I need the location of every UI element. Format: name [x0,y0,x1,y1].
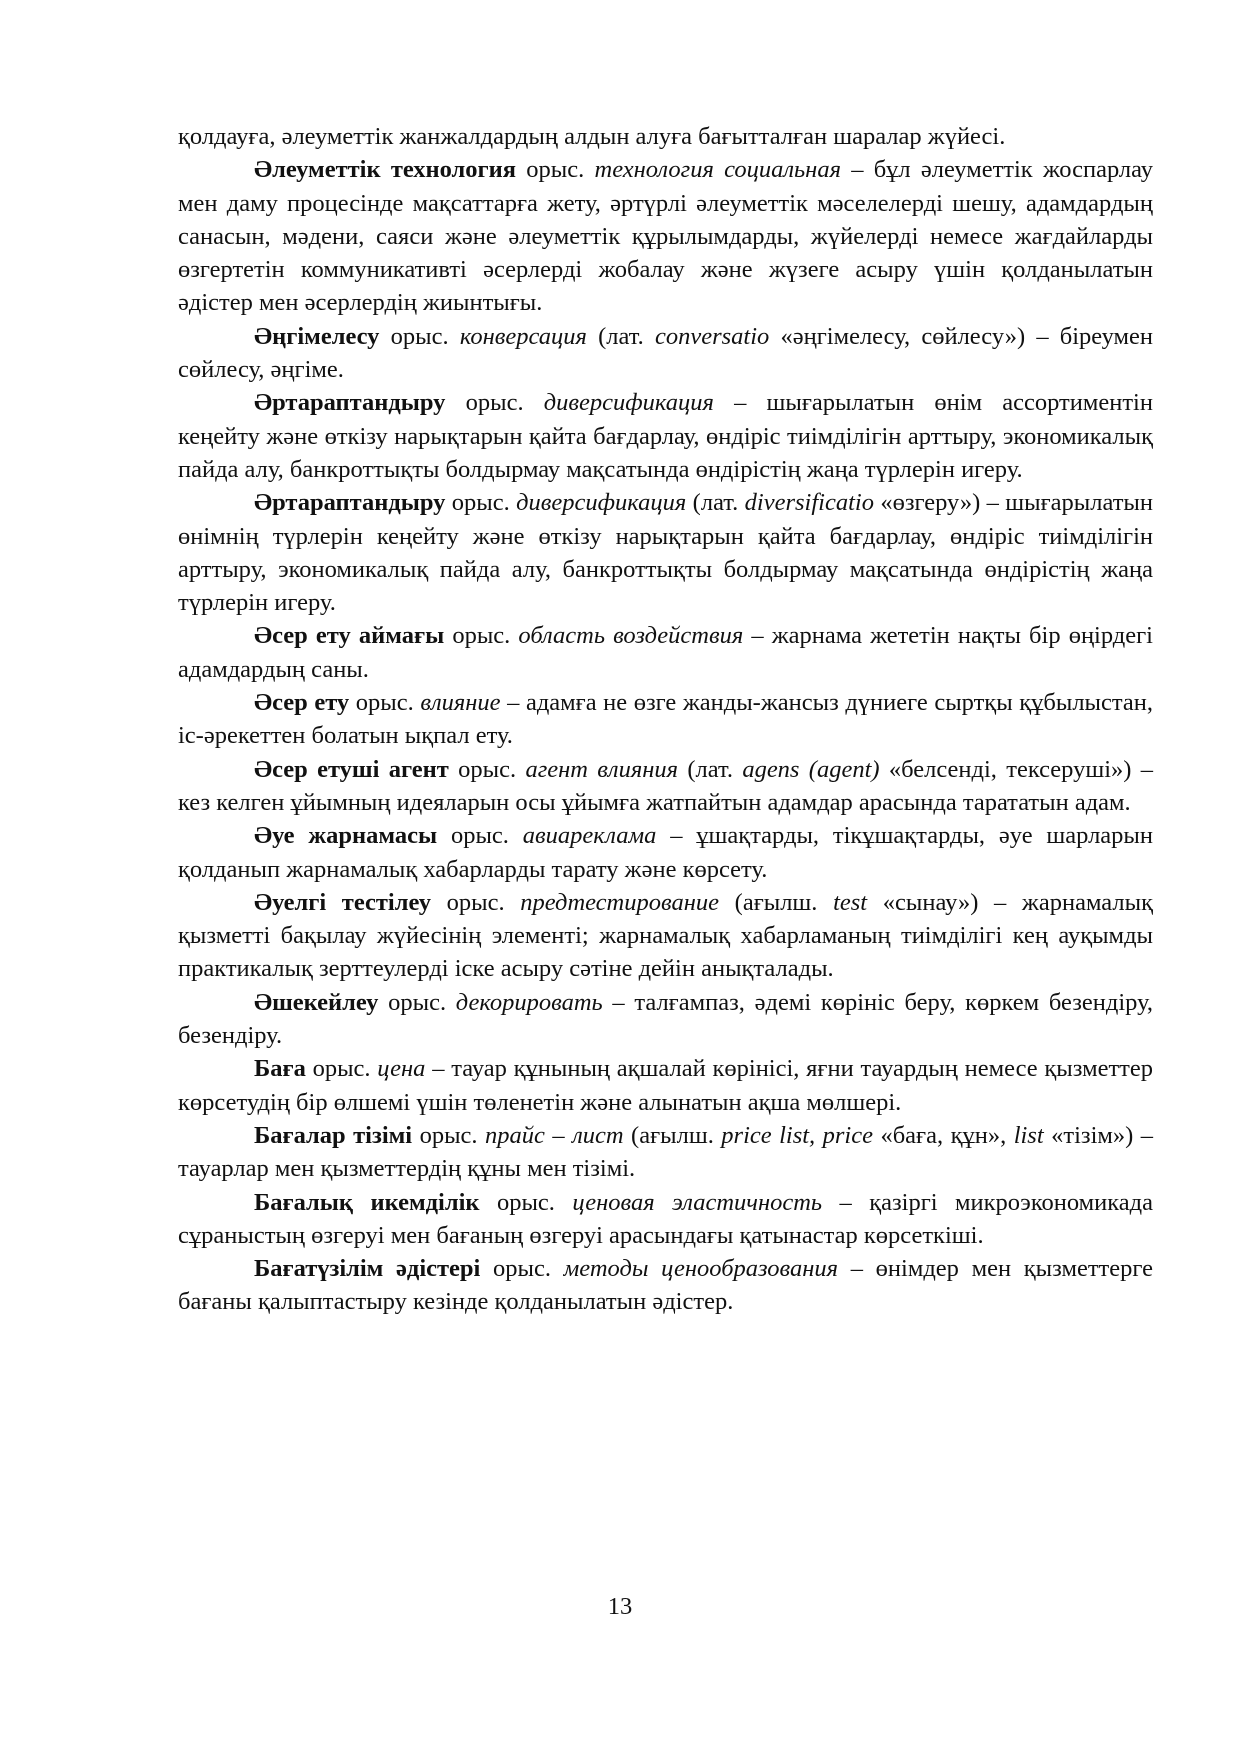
entry-italic-text: price list, price [721,1121,873,1149]
entry-italic-text: диверсификация [543,389,714,417]
entry-italic-text: влияние [420,689,501,717]
entry-text: «белсенді, тексеруші») – кез келген ұйымның идеяларын осы ұйымға жатпайтын адамдар арасында тарататын адам. [178,755,1153,816]
entry-italic-text: list [1013,1121,1044,1149]
entry-text: орыс. [305,1055,378,1083]
page-number: 13 [607,1593,633,1620]
entry-term: Бағалар тізімі [254,1121,413,1149]
entry-italic-text: agens (agent) [742,755,880,783]
entry-italic-text: методы ценообразования [563,1255,839,1283]
entry-italic-text: область воздействия [518,622,744,650]
entry-term: Бағатүзілім әдістері [254,1255,481,1283]
page-body [178,120,1153,1319]
glossary-entry [178,819,1153,886]
glossary-entry [178,1186,1153,1253]
entry-text: – талғампаз, әдемі көрініс беру, көркем безендіру, безендіру. [178,988,1153,1050]
entry-text: (лат. [686,489,745,517]
entry-text: – жарнама жететін нақты бір өңірдегі адамдардың саны. [178,622,1153,683]
entry-italic-text: технология социальная [594,156,841,184]
entry-text: «баға, құн», [873,1121,1014,1149]
glossary-entry [178,1252,1153,1319]
entry-text: (ағылш. [623,1121,722,1149]
entry-text: орыс. [480,1255,564,1283]
entry-term: Әсер ету [254,689,350,717]
entry-text: – ұшақтарды, тікұшақтарды, әуе шарларын қолданып жарнамалық хабарларды тарату және көрсету. [178,822,1153,883]
glossary-entry [178,486,1153,619]
glossary-entry [178,1052,1153,1119]
entry-text: орыс. [378,988,456,1016]
entry-text: орыс. [448,755,526,783]
entry-italic-text: диверсификация [516,489,687,517]
entry-italic-text: цена [377,1055,426,1083]
entry-text: – адамға не өзге жанды-жансыз дүниеге сыртқы құбылыстан, іс-әрекеттен болатын ықпал ету. [178,689,1153,750]
entry-text: орыс. [349,689,421,717]
entry-term: Әуе жарнамасы [254,822,438,850]
entry-italic-text: прайс – лист [485,1121,624,1149]
entry-term: Баға [254,1055,306,1083]
entry-text: орыс. [412,1121,486,1149]
glossary-entry [178,320,1153,387]
entry-text: орыс. [437,822,523,850]
entry-text: орыс. [516,156,595,184]
entry-italic-text: конверсация [459,322,587,350]
entry-text: (лат. [678,755,743,783]
glossary-entry [178,153,1153,319]
entry-text: «әңгімелесу, сөйлесу») – біреумен сөйлесу, әңгіме. [178,322,1153,384]
entry-italic-text: предтестирование [520,888,719,916]
entry-text: «сынау») – жарнамалық қызметті бақылау жүйесінің элементі; жарнамалық хабарламаның тиімділігі кең ауқымды практикалық зерттеулерді іске асыру сәтіне дейін анықталады. [178,888,1153,983]
entry-text: орыс. [445,389,544,417]
entry-term: Әртараптандыру [254,389,446,417]
entry-italic-text: test [833,888,868,916]
continuation-paragraph: қолдауға, әлеуметтік жанжалдардың алдын алуға бағытталған шаралар жүйесі. [178,123,1006,150]
entry-term: Әртараптандыру [254,489,446,517]
entry-text: – бұл әлеуметтік жоспарлау мен даму процесінде мақсаттарға жету, әртүрлі әлеуметтік мәселелерді шешу, адамдардың санасын, мәдени, саяси және әлеуметтік құрылымдарды, жүйелерді немесе жағдайларды өзгертетін коммуникативті әсерлерді жобалау және жүзеге асыру үшін қолданылатын әдістер мен әсерлердің жиынтығы. [178,156,1154,317]
glossary-entry [178,753,1153,820]
entry-term: Әшекейлеу [254,988,379,1016]
entry-text: орыс. [431,888,521,916]
glossary-entry [178,619,1153,686]
entry-text: орыс. [445,489,517,517]
glossary-entry [178,886,1153,986]
entry-term: Әсер ету аймағы [254,622,445,650]
entry-text: – шығарылатын өнім ассортиментін кеңейту және өткізу нарықтарын қайта бағдарлау, өндіріс тиімділігін арттыру, экономикалық пайда алу, банкроттықты болдырмау мақсатында өндірістің жаңа түрлерін игеру. [178,389,1153,483]
entry-text: (лат. [586,322,655,350]
entry-italic-text: агент влияния [525,755,679,783]
entry-text: «тізім») – тауарлар мен қызметтердің құны мен тізімі. [178,1121,1154,1183]
entry-italic-text: ценовая эластичность [572,1188,823,1216]
entry-term: Бағалық икемділік [254,1188,480,1216]
entry-text: – өнімдер мен қызметтерге бағаны қалыптастыру кезінде қолданылатын әдістер. [178,1255,1153,1316]
entry-text: «өзгеру») – шығарылатын өнімнің түрлерін кеңейту және өткізу нарықтарын қайта бағдарлау, өндіріс тиімділігін арттыру, экономикалық пайда алу, банкроттықты болдырмау мақсатында өндірістің жаңа түрлерін игеру. [178,489,1153,617]
entry-term: Әлеуметтік технология [254,156,517,184]
glossary-entry [178,1119,1153,1186]
entry-text: – тауар құнының ақшалай көрінісі, яғни тауардың немесе қызметтер көрсетудің бір өлшемі үшін төленетін және алынатын ақша мөлшері. [178,1055,1153,1116]
entry-text: – қазіргі микроэкономикада сұраныстың өзгеруі мен бағаның өзгеруі арасындағы қатынастар көрсеткіші. [178,1188,1153,1249]
entry-text: (ағылш. [719,888,834,916]
entry-term: Әуелгі тестілеу [254,888,431,916]
entry-term: Әсер етуші агент [254,755,449,783]
entry-italic-text: авиареклама [522,822,657,850]
glossary-entry [178,686,1153,753]
glossary-entry [178,386,1153,486]
entry-italic-text: conversatio [654,322,770,350]
entry-text: орыс. [379,322,460,350]
glossary-entries [178,153,1153,1318]
glossary-entry [178,986,1153,1053]
entry-term: Әңгімелесу [254,322,380,350]
entry-italic-text: diversificatio [744,489,874,517]
entry-text: орыс. [444,622,519,650]
entry-italic-text: декорировать [455,988,603,1016]
entry-text: орыс. [479,1188,573,1216]
